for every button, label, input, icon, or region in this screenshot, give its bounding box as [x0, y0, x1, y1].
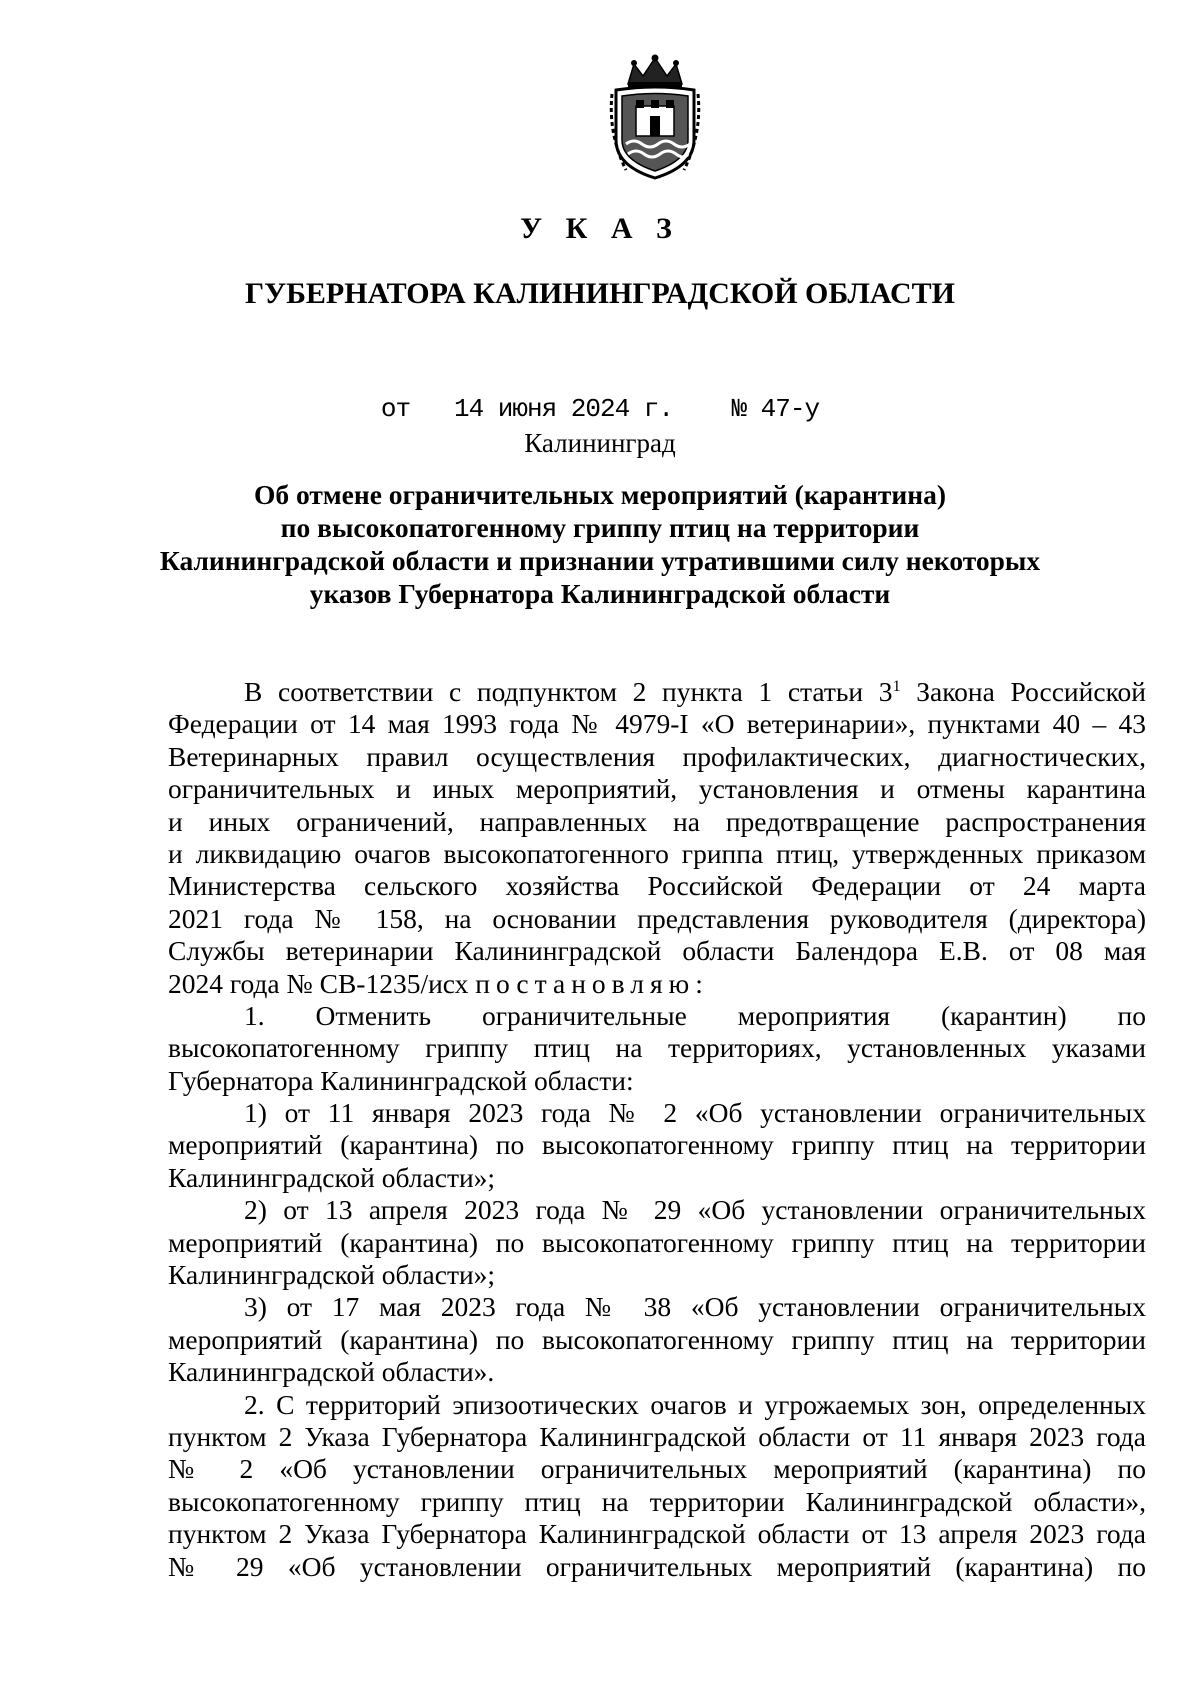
- title-line: по высокопатогенному гриппу птиц на территории: [280, 512, 920, 543]
- body-line: 2021 года № 158, на основании представления руководителя (директора): [168, 902, 1146, 934]
- body-line: Федерации от 14 мая 1993 года № 4979-I «О ветеринарии», пунктами 40 – 43: [168, 708, 1146, 740]
- body-line: Службы ветеринарии Калининградской области Балендора Е.В. от 08 мая: [168, 935, 1146, 967]
- body-line: 2) от 13 апреля 2023 года № 29 «Об установлении ограничительных: [244, 1194, 1146, 1226]
- title-line: Калининградской области и признании утратившими силу некоторых: [159, 545, 1041, 576]
- body-line: ограничительных и иных мероприятий, установления и отмены карантина: [168, 773, 1146, 805]
- superscript: 1: [892, 678, 901, 695]
- body-line: высокопатогенному гриппу птиц на территории Калининградской области»,: [168, 1485, 1146, 1517]
- body-line: № 29 «Об установлении ограничительных мероприятий (карантина) по: [168, 1550, 1146, 1582]
- body-line: Калининградской области».: [168, 1356, 495, 1388]
- body-line: и иных ограничений, направленных на предотвращение распространения: [168, 805, 1146, 837]
- date-line: [0, 394, 1200, 424]
- body-line: В соответствии с подпунктом 2 пункта 1 статьи $3^1$ Закона Российской: [244, 676, 1146, 707]
- body-line: Губернатора Калининградской области:: [168, 1064, 634, 1096]
- document-title: [150, 478, 1050, 610]
- body-line: мероприятий (карантина) по высокопатогенному гриппу птиц на территории: [168, 1323, 1146, 1355]
- body-line: Министерства сельского хозяйства Российской Федерации от 24 марта: [168, 870, 1146, 902]
- date-prefix: от: [380, 394, 411, 424]
- body-line: высокопатогенному гриппу птиц на территориях, установленных указами: [168, 1032, 1146, 1064]
- body-line: Ветеринарных правил осуществления профилактических, диагностических,: [168, 740, 1146, 772]
- body-line: 1) от 11 января 2023 года № 2 «Об установлении ограничительных: [244, 1097, 1146, 1129]
- city: Калининград: [524, 428, 676, 458]
- title-line: Об отмене ограничительных мероприятий (карантина): [254, 479, 946, 510]
- document-type-heading: У К А З: [520, 212, 680, 245]
- document-date: 14 июня 2024 г.: [453, 394, 674, 424]
- issuer-heading: ГУБЕРНАТОРА КАЛИНИНГРАДСКОЙ ОБЛАСТИ: [244, 277, 956, 310]
- title-line: указов Губернатора Калининградской области: [309, 578, 891, 609]
- body-line: 2. С территорий эпизоотических очагов и угрожаемых зон, определенных: [244, 1388, 1146, 1420]
- body-line: Калининградской области»;: [168, 1161, 496, 1193]
- body-line: Калининградской области»;: [168, 1259, 496, 1291]
- body-line: 3) от 17 мая 2023 года № 38 «Об установлении ограничительных: [244, 1291, 1146, 1323]
- decree-verb: постановляю:: [475, 967, 709, 999]
- body-line: пунктом 2 Указа Губернатора Калининградской области от 13 апреля 2023 года: [168, 1518, 1146, 1550]
- body-line: 1. Отменить ограничительные мероприятия (карантин) по: [244, 999, 1146, 1031]
- body-line: № 2 «Об установлении ограничительных мероприятий (карантина) по: [168, 1453, 1146, 1485]
- body-line: пунктом 2 Указа Губернатора Калининградской области от 11 января 2023 года: [168, 1420, 1146, 1452]
- body-line: и ликвидацию очагов высокопатогенного гриппа птиц, утвержденных приказом: [168, 837, 1146, 869]
- document-number: № 47-у: [731, 394, 820, 424]
- body-line: 2024 года № СВ-1235/исх постановляю:: [168, 967, 709, 999]
- body-line: мероприятий (карантина) по высокопатогенному гриппу птиц на территории: [168, 1129, 1146, 1161]
- coat-of-arms-icon: [606, 54, 704, 182]
- body-line: мероприятий (карантина) по высокопатогенному гриппу птиц на территории: [168, 1226, 1146, 1258]
- document-body: [168, 676, 1146, 1583]
